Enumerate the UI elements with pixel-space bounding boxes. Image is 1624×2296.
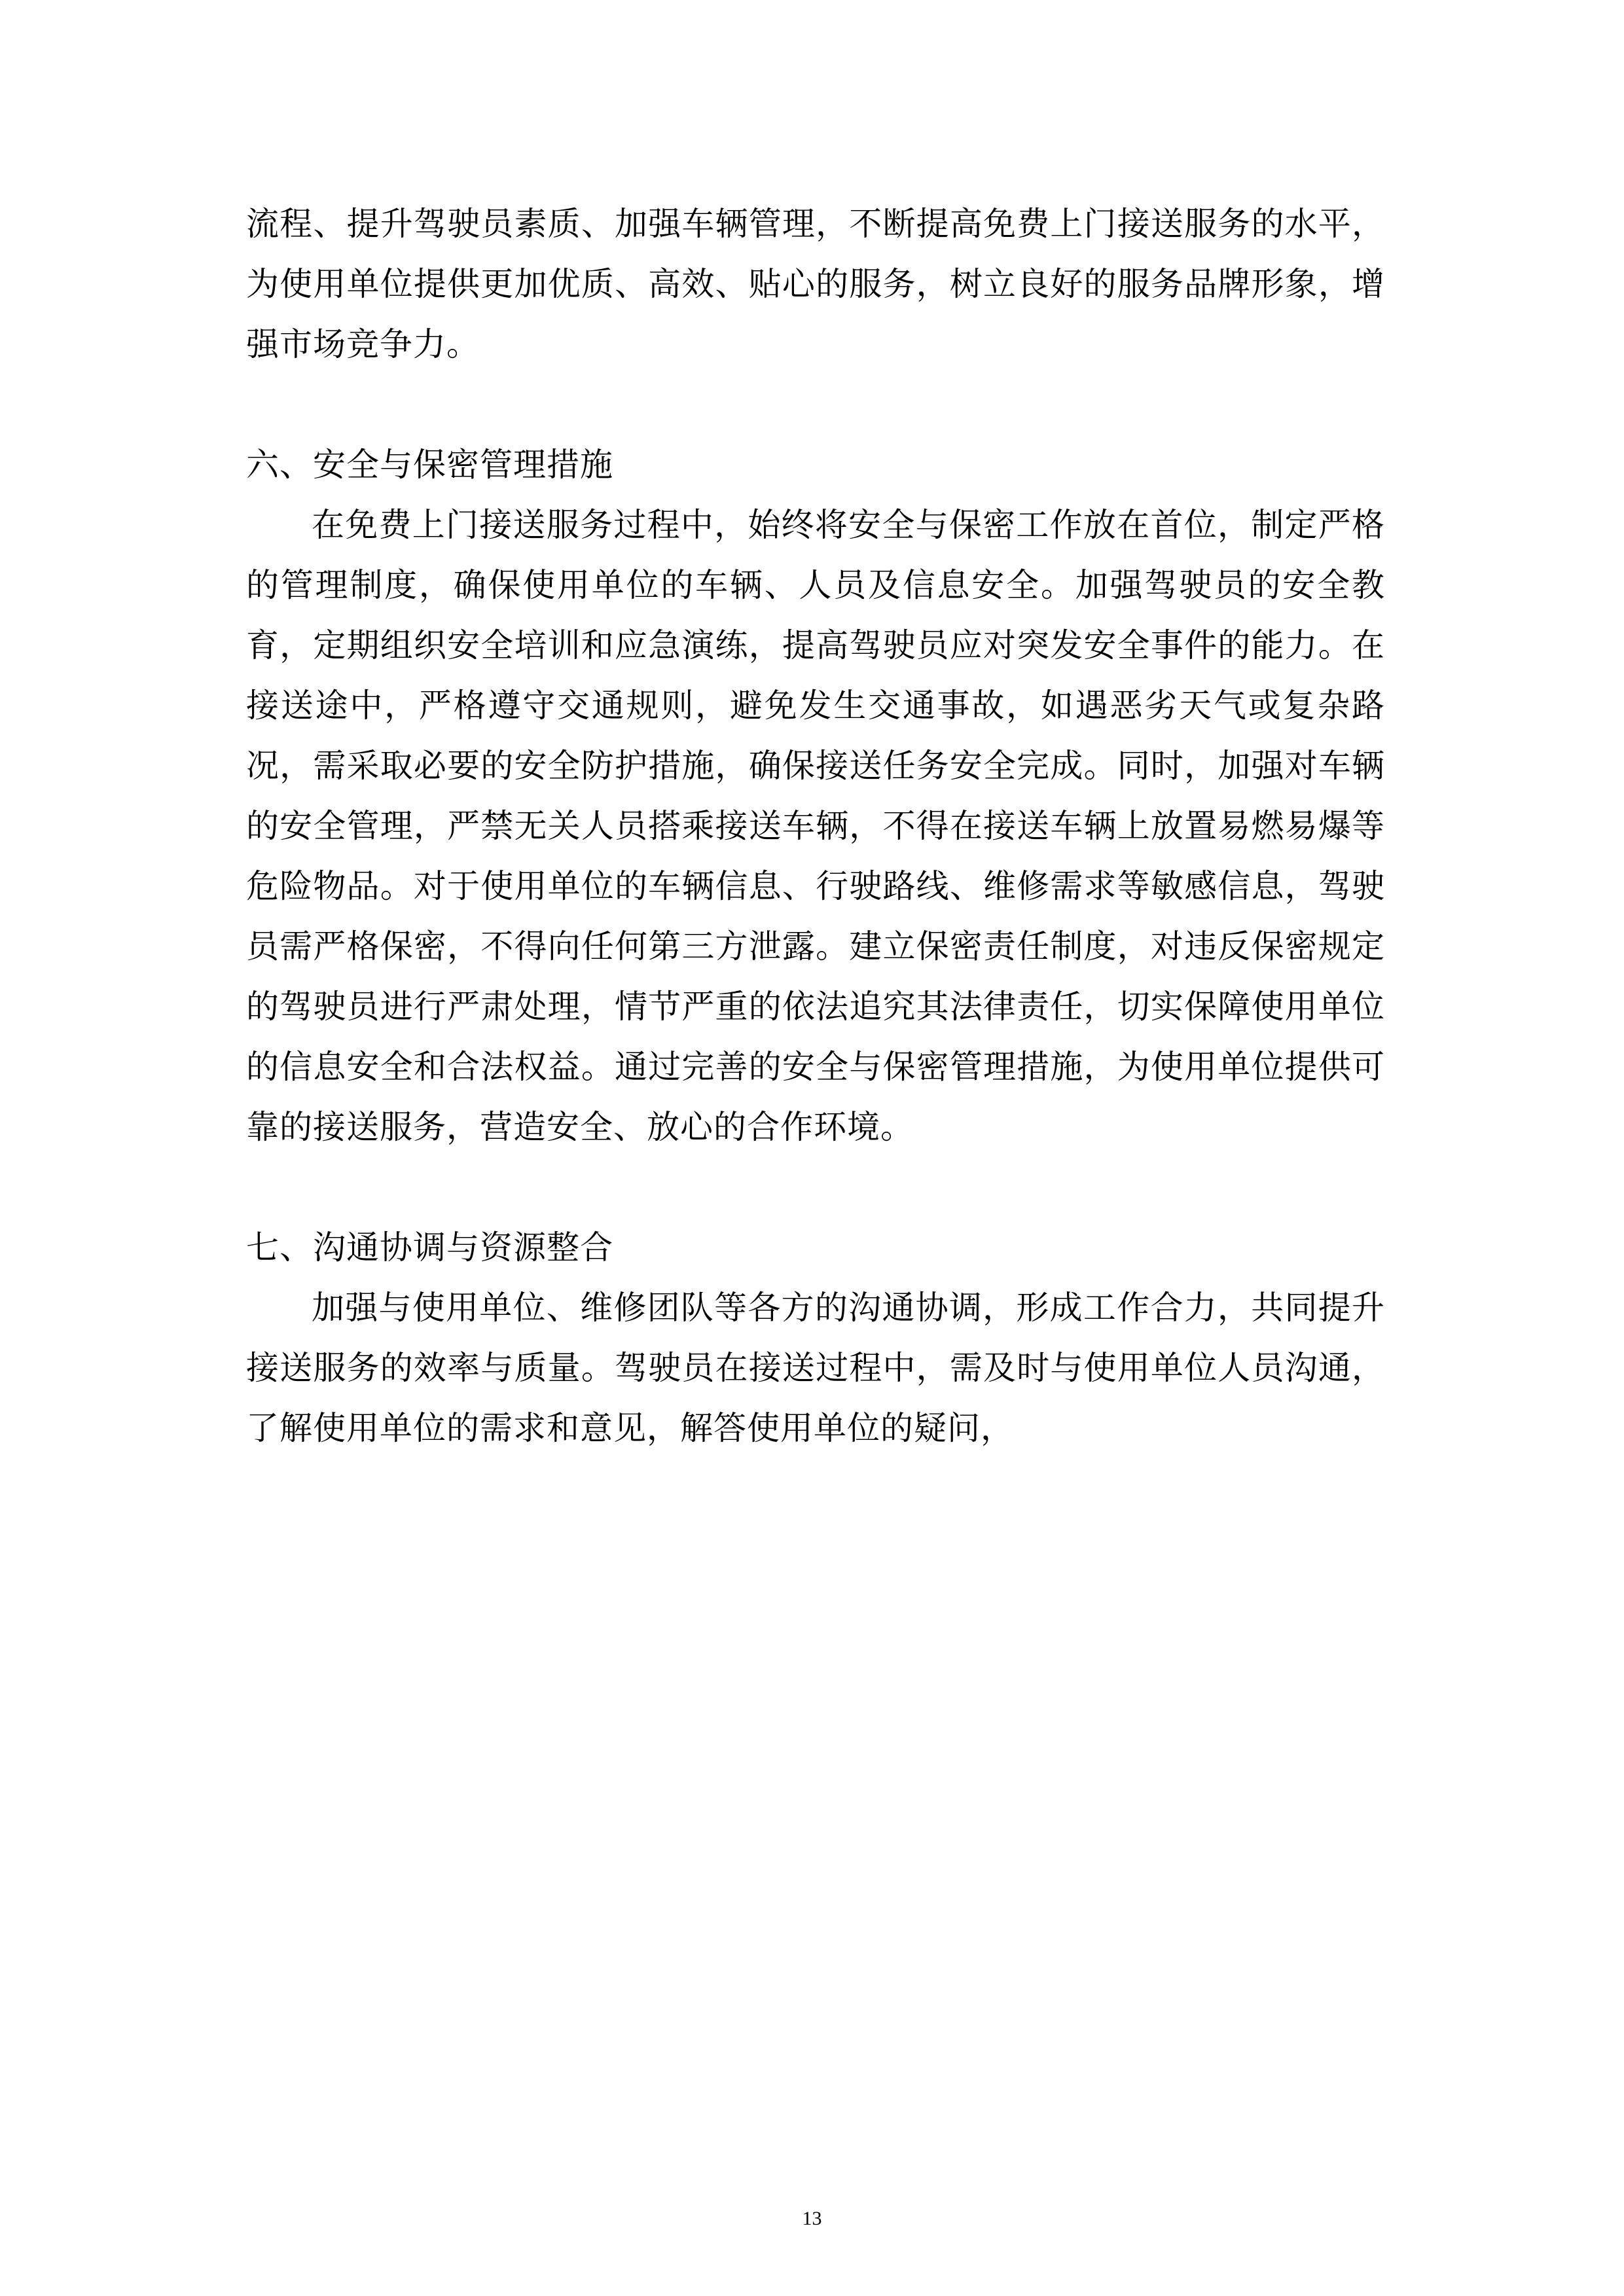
section-heading-safety-confidentiality: 六、安全与保密管理措施	[246, 446, 613, 484]
paragraph-communication-coordination: 加强与使用单位、维修团队等各方的沟通协调，形成工作合力，共同提升接送服务的效率与质量。驾驶员在接送过程中，需及时与使用单位人员沟通，了解使用单位的需求和意见，解答使用单位的疑问，	[246, 1289, 1385, 1447]
page-content	[246, 194, 1385, 1458]
paragraph-continuation: 流程、提升驾驶员素质、加强车辆管理，不断提高免费上门接送服务的水平，为使用单位提供更加优质、高效、贴心的服务，树立良好的服务品牌形象，增强市场竞争力。	[246, 205, 1385, 363]
section-heading-communication-coordination: 七、沟通协调与资源整合	[246, 1229, 613, 1266]
page-number: 13	[802, 2208, 822, 2229]
paragraph-safety-confidentiality: 在免费上门接送服务过程中，始终将安全与保密工作放在首位，制定严格的管理制度，确保使用单位的车辆、人员及信息安全。加强驾驶员的安全教育，定期组织安全培训和应急演练，提高驾驶员应对突发安全事件的能力。在接送途中，严格遵守交通规则，避免发生交通事故，如遇恶劣天气或复杂路况，需采取必要的安全防护措施，确保接送任务安全完成。同时，加强对车辆的安全管理，严禁无关人员搭乘接送车辆，不得在接送车辆上放置易燃易爆等危险物品。对于使用单位的车辆信息、行驶路线、维修需求等敏感信息，驾驶员需严格保密，不得向任何第三方泄露。建立保密责任制度，对违反保密规定的驾驶员进行严肃处理，情节严重的依法追究其法律责任，切实保障使用单位的信息安全和合法权益。通过完善的安全与保密管理措施，为使用单位提供可靠的接送服务，营造安全、放心的合作环境。	[246, 506, 1385, 1146]
